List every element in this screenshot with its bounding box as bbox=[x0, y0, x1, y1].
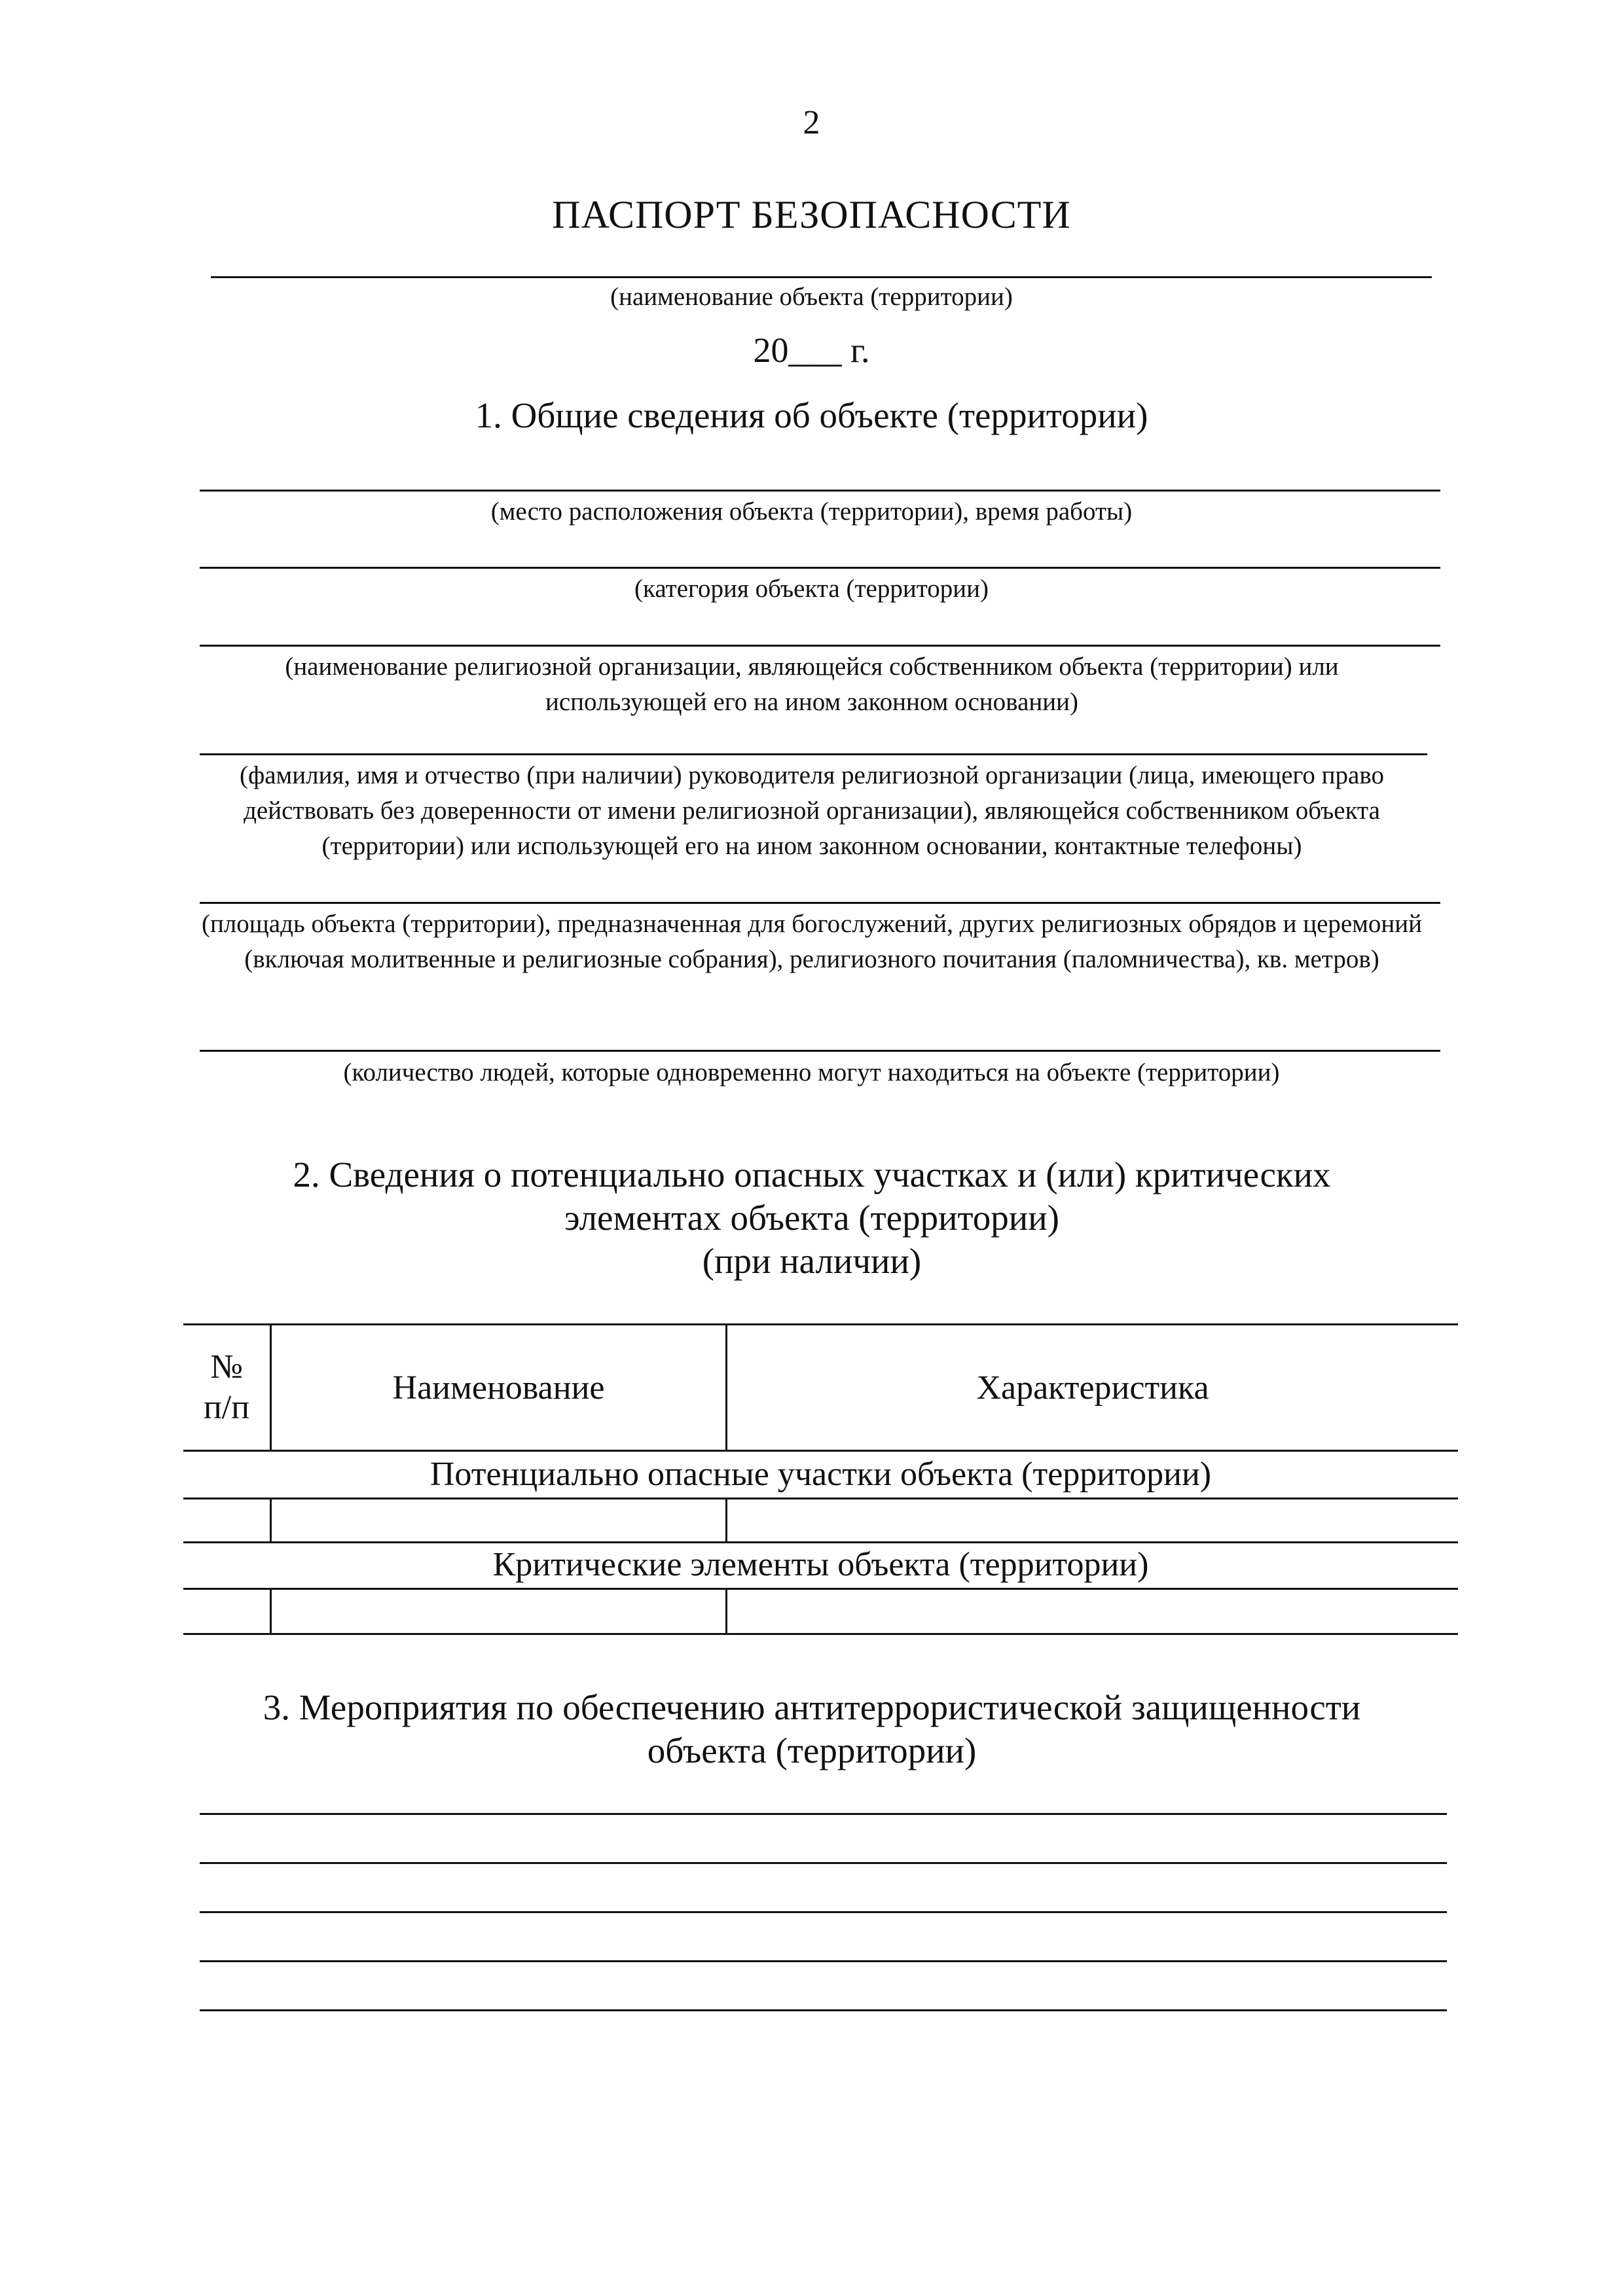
col-header-number-line-2: п/п bbox=[203, 1389, 250, 1426]
table-row-border bbox=[183, 1541, 1458, 1543]
table-col-divider bbox=[725, 1588, 727, 1633]
table-section-dangerous-areas: Потенциально опасные участки объекта (территории) bbox=[429, 1456, 1212, 1493]
table-col-divider bbox=[270, 1588, 272, 1633]
measures-fill-line bbox=[200, 1960, 1447, 1962]
table-col-divider bbox=[270, 1498, 272, 1541]
col-header-number bbox=[183, 1347, 270, 1428]
object-name-fill-line bbox=[211, 276, 1432, 278]
col-header-name: Наименование bbox=[392, 1369, 605, 1407]
location-fill-line bbox=[200, 490, 1440, 492]
section-3-heading bbox=[216, 1686, 1408, 1772]
section-3-heading-line-2: объекта (территории) bbox=[647, 1731, 977, 1770]
organization-fill-line bbox=[200, 645, 1440, 647]
location-caption: (место расположения объекта (территории), время работы) bbox=[490, 497, 1133, 526]
measures-fill-line bbox=[200, 2009, 1447, 2011]
section-1-heading: 1. Общие сведения об объекте (территории) bbox=[475, 395, 1148, 435]
page-number: 2 bbox=[803, 104, 820, 141]
section-3-heading-line-1: 3. Мероприятия по обеспечению антитеррористической защищенности bbox=[263, 1687, 1361, 1727]
object-name-caption: (наименование объекта (территории) bbox=[610, 283, 1013, 311]
table-header-bottom-border bbox=[183, 1450, 1458, 1452]
section-2-heading-line-2: элементах объекта (территории) bbox=[564, 1198, 1059, 1238]
area-fill-line bbox=[200, 902, 1440, 904]
table-row-border bbox=[183, 1498, 1458, 1499]
head-caption: (фамилия, имя и отчество (при наличии) руководителя религиозной организации (лица, имеющего право действовать без доверенности от имени религиозной организации), являющейся собственником объекта (территории) или использующей его на ином законном основании, контактные телефоны) bbox=[239, 761, 1385, 860]
category-fill-line bbox=[200, 567, 1440, 569]
category-caption: (категория объекта (территории) bbox=[634, 575, 989, 603]
people-fill-line bbox=[200, 1050, 1440, 1052]
col-header-characteristic: Характеристика bbox=[976, 1369, 1209, 1407]
section-2-heading-line-3: (при наличии) bbox=[702, 1241, 922, 1281]
organization-caption: (наименование религиозной организации, являющейся собственником объекта (территории) или использующей его на ином законном основании) bbox=[285, 653, 1339, 716]
table-col-divider bbox=[725, 1498, 727, 1541]
head-fill-line bbox=[200, 753, 1427, 755]
measures-fill-line bbox=[200, 1862, 1447, 1864]
document-title: ПАСПОРТ БЕЗОПАСНОСТИ bbox=[552, 193, 1071, 236]
measures-fill-line bbox=[200, 1911, 1447, 1913]
table-section-critical-elements: Критические элементы объекта (территории) bbox=[492, 1546, 1149, 1583]
table-bottom-border bbox=[183, 1633, 1458, 1635]
measures-fill-line bbox=[200, 1813, 1447, 1815]
table-row-border bbox=[183, 1588, 1458, 1590]
area-caption: (площадь объекта (территории), предназначенная для богослужений, других религиозных обрядов и церемоний (включая молитвенные и религиозные собрания), религиозного почитания (паломничества), кв. метров) bbox=[201, 910, 1423, 973]
section-2-heading bbox=[216, 1153, 1408, 1283]
year-field: 20___ г. bbox=[753, 331, 870, 370]
people-caption: (количество людей, которые одновременно могут находиться на объекте (территории) bbox=[343, 1058, 1280, 1086]
section-2-heading-line-1: 2. Сведения о потенциально опасных участках и (или) критических bbox=[293, 1155, 1331, 1194]
col-header-number-line-1: № bbox=[210, 1348, 243, 1386]
table-top-border bbox=[183, 1323, 1458, 1325]
